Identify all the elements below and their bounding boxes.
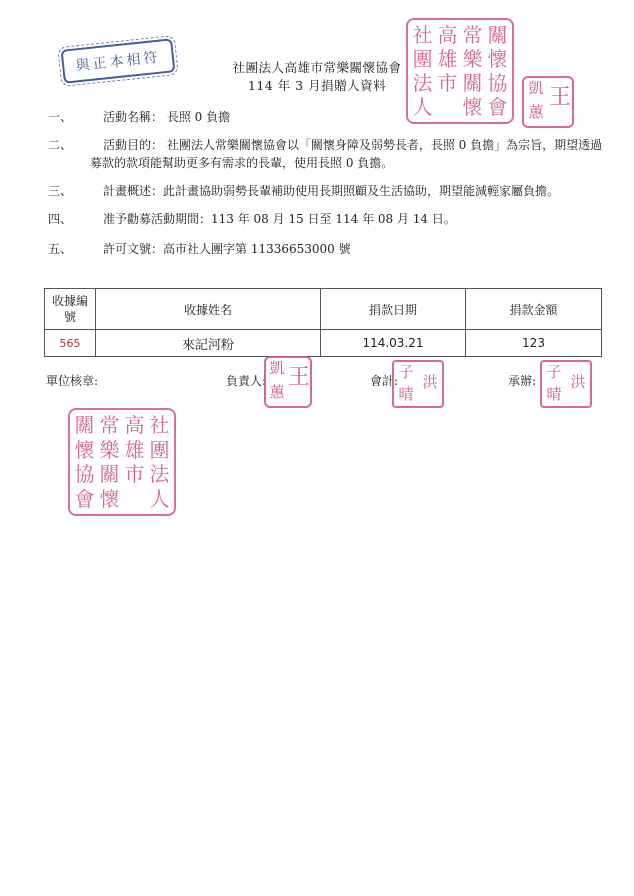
section-label: 活動目的：	[103, 138, 164, 152]
section-text: 高市社人團字第 11336653000 號	[163, 242, 351, 256]
section-number: 五、	[48, 242, 73, 256]
section-number: 二、	[48, 138, 73, 152]
document-subtitle: 114 年 3 月捐贈人資料	[247, 78, 387, 93]
header-donation-date: 捐款日期	[321, 289, 466, 330]
certified-copy-stamp: 與正本相符	[61, 38, 176, 84]
cell-donation-amount: 123	[466, 330, 602, 357]
section-label: 計畫概述：	[103, 184, 164, 198]
section-text: 社團法人常樂關懷協會以「關懷身障及弱勢長者，長照 0 負擔」為宗旨，期望透過募款的款項能幫助更多有需求的長輩，使用長照 0 負擔。	[90, 138, 603, 170]
unit-seal-label: 單位核章:	[46, 374, 99, 388]
header-receipt-no: 收據編號	[45, 289, 96, 330]
handler-seal: 子 洪 晴	[540, 360, 592, 408]
cell-donation-date: 114.03.21	[321, 330, 466, 357]
table-header-row	[45, 289, 602, 330]
header-donation-amount: 捐款金額	[466, 289, 602, 330]
table-row	[45, 330, 602, 357]
header-receipt-name: 收據姓名	[96, 289, 321, 330]
cell-receipt-no: 565	[45, 330, 96, 357]
section-label: 准予勸募活動期間：	[103, 212, 212, 226]
head-seal: 凱 王 蕙	[264, 356, 312, 408]
org-seal-top: 社 高 常 關 團 雄 樂 懷 法 市 關 協 人 懷 會	[406, 18, 514, 124]
head-label: 負責人:	[226, 374, 267, 388]
donation-table	[44, 288, 602, 357]
accountant-label: 會計:	[370, 374, 399, 388]
handler-label: 承辦:	[508, 374, 537, 388]
section-number: 一、	[48, 110, 73, 124]
section-label: 活動名稱：	[103, 110, 164, 124]
head-seal-top: 凱 王 蕙	[522, 76, 574, 128]
section-text: 此計畫協助弱勢長輩補助使用長期照顧及生活協助，期望能減輕家屬負擔。	[163, 184, 560, 198]
section-text: 113 年 08 月 15 日至 114 年 08 月 14 日。	[211, 212, 456, 226]
section-text: 長照 0 負擔	[166, 110, 231, 124]
document-title: 社團法人高雄市常樂關懷協會	[232, 60, 402, 75]
accountant-seal: 子 洪 晴	[392, 360, 444, 408]
section-number: 三、	[48, 184, 73, 198]
section-label: 許可文號：	[103, 242, 164, 256]
cell-receipt-name: 來記河粉	[96, 330, 321, 357]
section-number: 四、	[48, 212, 73, 226]
org-seal-bottom: 關 常 高 社 懷 樂 雄 團 協 關 市 法 會 懷 人	[68, 408, 176, 516]
